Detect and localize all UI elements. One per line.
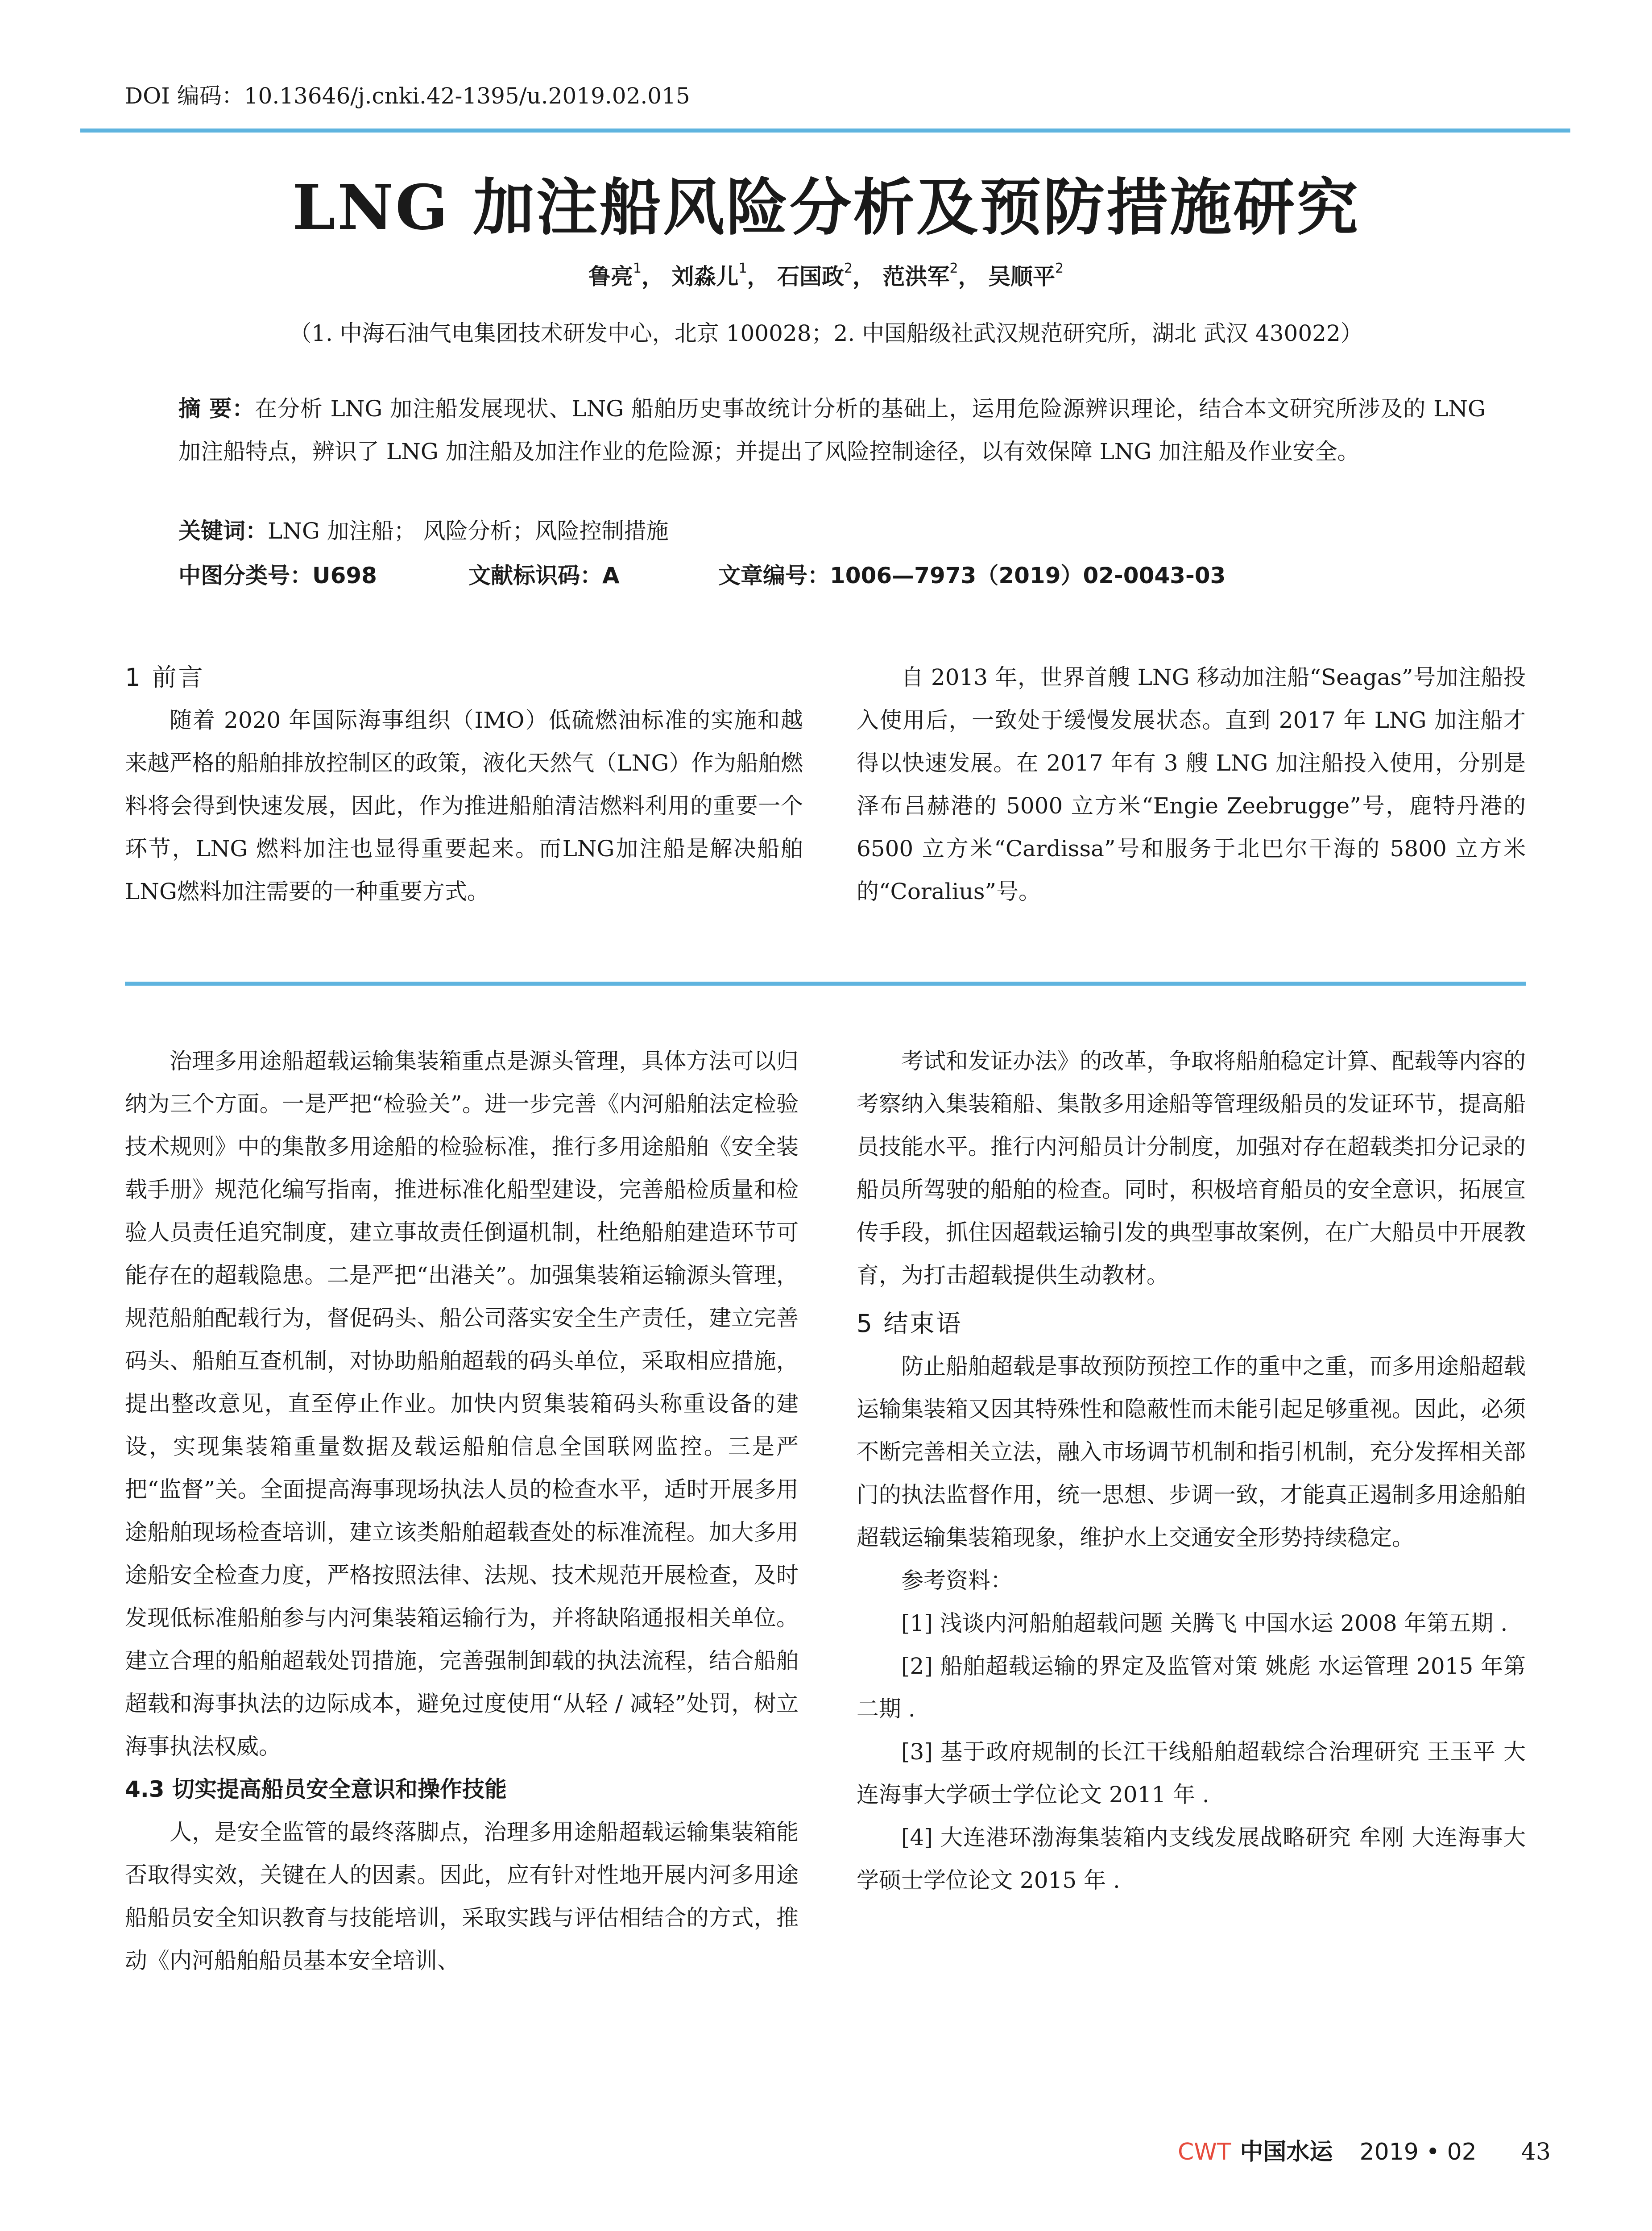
- issue-number: 2019 • 02: [1359, 2139, 1477, 2165]
- body-paragraph: 治理多用途船超载运输集装箱重点是源头管理，具体方法可以归纳为三个方面。一是严把“检验关”。进一步完善《内河船舶法定检验技术规则》中的集散多用途船的检验标准，推行多用途船舶《安全装载手册》规范化编写指南，推进标准化船型建设，完善船检质量和检验人员责任追究制度，建立事故责任倒逼机制，杜绝船舶建造环节可能存在的超载隐患。二是严把“出港关”。加强集装箱运输源头管理，规范船舶配载行为，督促码头、船公司落实安全生产责任，建立完善码头、船舶互查机制，对协助船舶超载的码头单位，采取相应措施，提出整改意见，直至停止作业。加快内贸集装箱码头称重设备的建设，实现集装箱重量数据及载运船舶信息全国联网监控。三是严把“监督”关。全面提高海事现场执法人员的检查水平，适时开展多用途船舶现场检查培训，建立该类船舶超载查处的标准流程。加大多用途船安全检查力度，严格按照法律、法规、技术规范开展检查，及时发现低标准船舶参与内河集装箱运输行为，并将缺陷通报相关单位。建立合理的船舶超载处罚措施，完善强制卸载的执法流程，结合船舶超载和海事执法的边际成本，避免过度使用“从轻 / 减轻”处罚，树立海事执法权威。: [125, 1048, 799, 1759]
- affiliation: （1. 中海石油气电集团技术研发中心，北京 100028；2. 中国船级社武汉规范研究所，湖北 武汉 430022）: [289, 320, 1363, 346]
- intro-paragraph: 随着 2020 年国际海事组织（IMO）低硫燃油标准的实施和越来越严格的船舶排放控制区的政策，液化天然气（LNG）作为船舶燃料将会得到快速发展，因此，作为推进船舶清洁燃料利用的重要一个环节，LNG 燃料加注也显得重要起来。而LNG加注船是解决船舶LNG燃料加注需要的一种重要方式。: [125, 707, 803, 904]
- author-list: 鲁亮$^1$， 刘淼儿$^1$， 石国政$^2$， 范洪军$^2$， 吴顺平$^2$: [588, 261, 1064, 290]
- body-paragraph: 人，是安全监管的最终落脚点，治理多用途船超载运输集装箱能否取得实效，关键在人的因素。因此，应有针对性地开展内河多用途船船员安全知识教育与技能培训，采取实践与评估相结合的方式，推动《内河船舶船员基本安全培训、: [125, 1819, 799, 1974]
- article-title: LNG 加注船风险分析及预防措施研究: [292, 171, 1360, 244]
- article-number: 文章编号：1006—7973（2019）02-0043-03: [718, 563, 1226, 589]
- author-name: 鲁亮: [588, 264, 633, 290]
- page-footer: [1178, 2133, 1551, 2166]
- author-name: 刘淼儿: [671, 264, 739, 290]
- reference-item: [2] 船舶超载运输的界定及监管对策 姚彪 水运管理 2015 年第二期 .: [857, 1653, 1526, 1722]
- author-name: 石国政: [777, 264, 844, 290]
- conclusion-heading: 5 结束语: [857, 1309, 963, 1338]
- document-code: 文献标识码：A: [468, 563, 620, 589]
- journal-logo: CWT: [1178, 2139, 1231, 2165]
- intro-right-column: [857, 656, 1526, 913]
- doi-line: DOI 编码：10.13646/j.cnki.42-1395/u.2019.02.015: [125, 83, 690, 109]
- author-affiliation-mark: 1: [633, 261, 642, 276]
- reference-item: [3] 基于政府规制的长江干线船舶超载综合治理研究 王玉平 大连海事大学硕士学位论文 2011 年 .: [857, 1739, 1526, 1808]
- intro-heading: 1 前言: [125, 663, 205, 692]
- intro-paragraph: 自 2013 年，世界首艘 LNG 移动加注船“Seagas”号加注船投入使用后，一致处于缓慢发展状态。直到 2017 年 LNG 加注船才得以快速发展。在 2017 年有 3 艘 LNG 加注船投入使用，分别是泽布吕赫港的 5000 立方米“Engie Zeebrugge”号，鹿特丹港的 6500 立方米“Cardissa”号和服务于北巴尔干海的 5800 立方米的“Coralius”号。: [857, 664, 1526, 904]
- keywords-text: LNG 加注船； 风险分析；风险控制措施: [268, 518, 669, 544]
- references-title: 参考资料：: [901, 1568, 1013, 1593]
- body-right-column: [857, 1040, 1526, 1902]
- page-number: 43: [1521, 2139, 1551, 2165]
- author-affiliation-mark: 2: [949, 261, 958, 276]
- body-left-column: [125, 1040, 799, 1982]
- reference-item: [1] 浅谈内河船舶超载问题 关腾飞 中国水运 2008 年第五期 .: [901, 1610, 1508, 1636]
- section-heading-4-3: 4.3 切实提高船员安全意识和操作技能: [125, 1776, 507, 1802]
- reference-item: [4] 大连港环渤海集装箱内支线发展战略研究 牟刚 大连海事大学硕士学位论文 2015 年 .: [857, 1825, 1526, 1893]
- author-affiliation-mark: 1: [738, 261, 747, 276]
- clc-number: 中图分类号：U698: [178, 563, 377, 589]
- header-divider: [80, 129, 1570, 133]
- author-affiliation-mark: 2: [844, 261, 853, 276]
- abstract-text: 在分析 LNG 加注船发展现状、LNG 船舶历史事故统计分析的基础上，运用危险源辨识理论，结合本文研究所涉及的 LNG 加注船特点，辨识了 LNG 加注船及加注作业的危险源；并提出了风险控制途径，以有效保障 LNG 加注船及作业安全。: [178, 396, 1486, 464]
- abstract: [178, 387, 1486, 473]
- intro-left-column: [125, 656, 803, 913]
- classification-line: [178, 558, 1226, 590]
- body-paragraph: 防止船舶超载是事故预防预控工作的重中之重，而多用途船超载运输集装箱又因其特殊性和隐蔽性而未能引起足够重视。因此，必须不断完善相关立法，融入市场调节机制和指引机制，充分发挥相关部门的执法监督作用，统一思想、步调一致，才能真正遏制多用途船舶超载运输集装箱现象，维护水上交通安全形势持续稳定。: [857, 1353, 1526, 1551]
- body-paragraph: 考试和发证办法》的改革，争取将船舶稳定计算、配载等内容的考察纳入集装箱船、集散多用途船等管理级船员的发证环节，提高船员技能水平。推行内河船员计分制度，加强对存在超载类扣分记录的船员所驾驶的船舶的检查。同时，积极培育船员的安全意识，拓展宣传手段，抓住因超载运输引发的典型事故案例，在广大船员中开展教育，为打击超载提供生动教材。: [857, 1048, 1526, 1288]
- author-name: 范洪军: [882, 264, 950, 290]
- journal-name: 中国水运: [1240, 2138, 1333, 2165]
- author-affiliation-mark: 2: [1055, 261, 1064, 276]
- abstract-label: 摘 要：: [178, 396, 255, 422]
- keywords: [178, 513, 669, 545]
- keywords-label: 关键词：: [178, 518, 268, 544]
- author-name: 吴顺平: [988, 264, 1055, 290]
- section-divider: [125, 982, 1526, 986]
